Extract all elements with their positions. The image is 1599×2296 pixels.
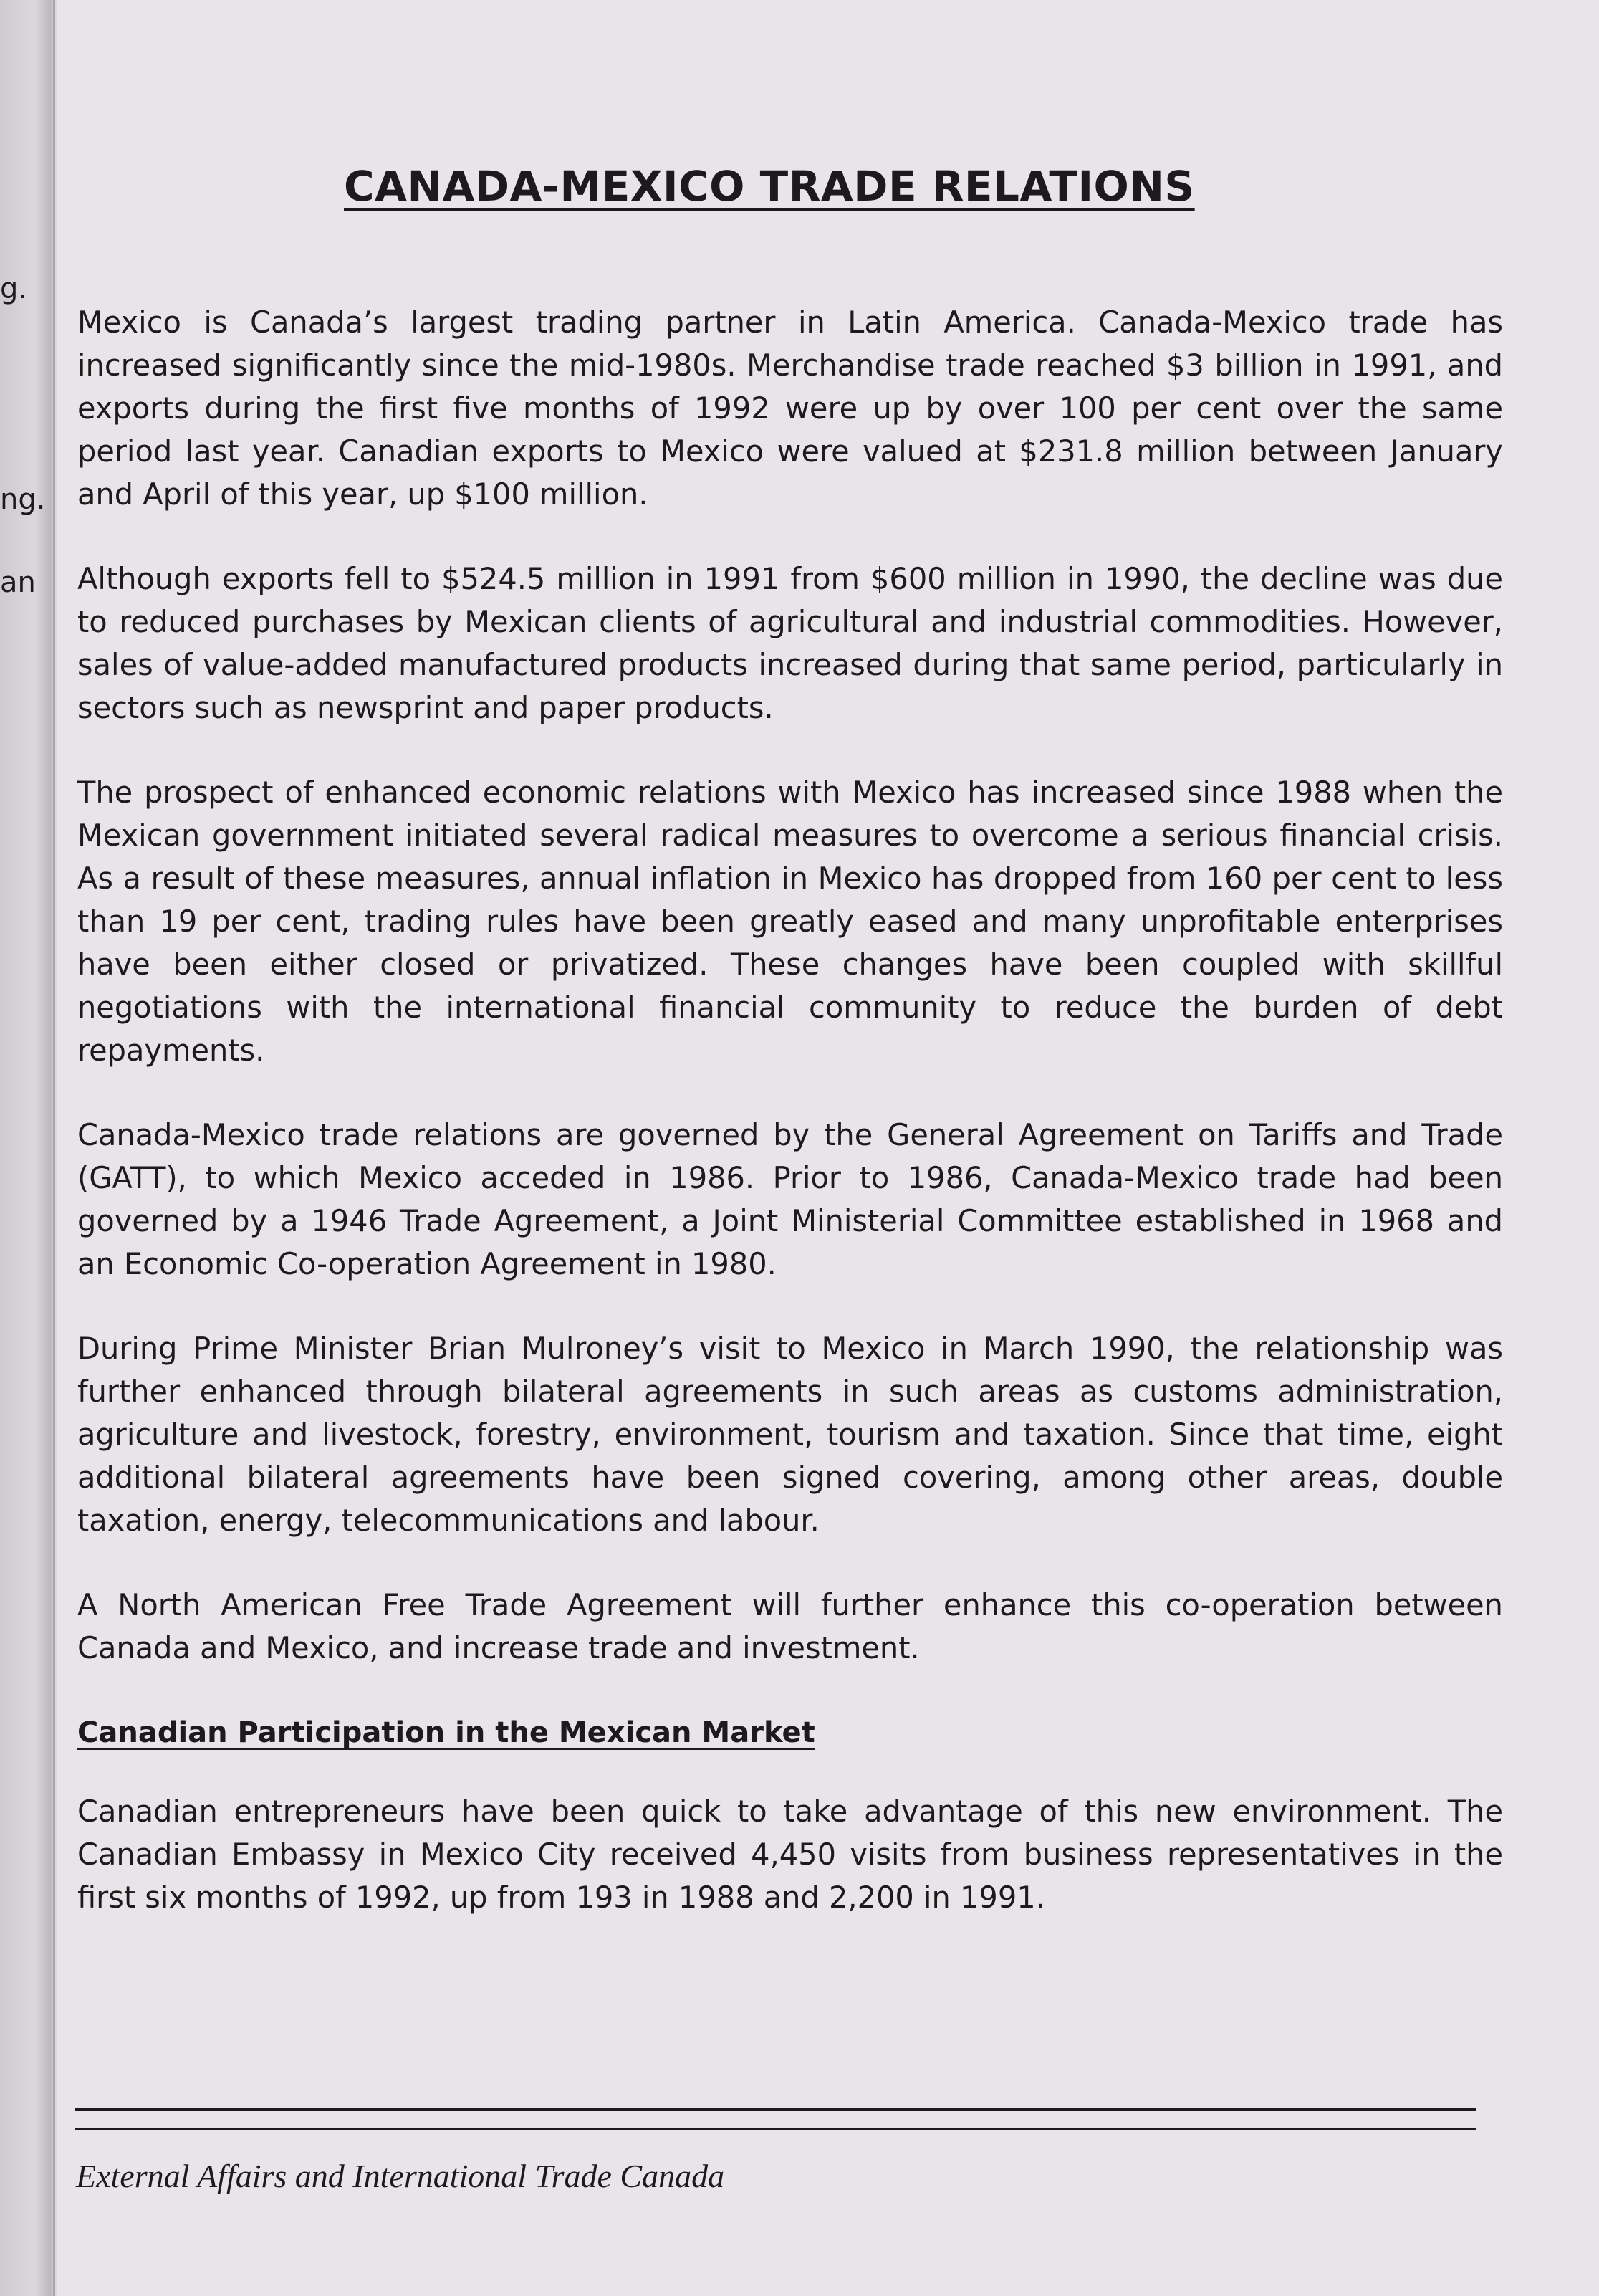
section-heading: Canadian Participation in the Mexican Market	[77, 1716, 815, 1749]
paragraph-trade-overview: Mexico is Canada’s largest trading partner in Latin America. Canada-Mexico trade has increased significantly since the mid-1980s. Merchandise trade reached $3 billion in 1991, and exports during the first five months of 1992 were up by over 100 per cent over the same period last year. Canadian exports to Mexico were valued at $231.8 million between January and April of this year, up $100 million.	[77, 305, 1503, 512]
page-fold-line	[53, 0, 55, 2296]
footer-rule-bottom	[75, 2128, 1476, 2130]
facing-page-fragment-3: an	[0, 566, 36, 599]
document-body	[77, 301, 1503, 1961]
paragraph-gatt: Canada-Mexico trade relations are governed by the General Agreement on Tariffs and Trade (GATT), to which Mexico acceded in 1986. Prior to 1986, Canada-Mexico trade had been governed by a 1946 Trade Agreement, a Joint Ministerial Committee established in 1968 and an Economic Co-operation Agreement in 1980.	[77, 1117, 1503, 1281]
paragraph-nafta: A North American Free Trade Agreement will further enhance this co-operation between Canada and Mexico, and increase trade and investment.	[77, 1587, 1503, 1665]
paragraph-bilateral-agreements: During Prime Minister Brian Mulroney’s visit to Mexico in March 1990, the relationship was further enhanced through bilateral agreements in such areas as customs administration, agriculture and livestock, forestry, environment, tourism and taxation. Since that time, eight additional bilateral agreements have been signed covering, among other areas, double taxation, energy, telecommunications and labour.	[77, 1331, 1503, 1538]
paragraph-canadian-participation: Canadian entrepreneurs have been quick to take advantage of this new environment. The Canadian Embassy in Mexico City received 4,450 visits from business representatives in the first six months of 1992, up from 193 in 1988 and 2,200 in 1991.	[77, 1794, 1503, 1915]
footer-rule-top	[75, 2108, 1476, 2111]
page-title: CANADA-MEXICO TRADE RELATIONS	[344, 162, 1195, 211]
paragraph-economic-reforms: The prospect of enhanced economic relations with Mexico has increased since 1988 when the Mexican government initiated several radical measures to overcome a serious financial crisis. As a result of these measures, annual inflation in Mexico has dropped from 160 per cent to less than 19 per cent, trading rules have been greatly eased and many unprofitable enterprises have been either closed or privatized. These changes have been coupled with skillful negotiations with the international financial community to reduce the burden of debt repayments.	[77, 775, 1503, 1068]
facing-page-fragment-1: g.	[0, 272, 28, 305]
paragraph-exports-decline: Although exports fell to $524.5 million in 1991 from $600 million in 1990, the decline was due to reduced purchases by Mexican clients of agricultural and industrial commodities. However, sales of value-added manufactured products increased during that same period, particularly in sectors such as newsprint and paper products.	[77, 561, 1503, 725]
footer-publisher: External Affairs and International Trade Canada	[76, 2158, 725, 2194]
binding-spine	[0, 0, 57, 2296]
facing-page-fragment-2: ng.	[0, 483, 46, 516]
